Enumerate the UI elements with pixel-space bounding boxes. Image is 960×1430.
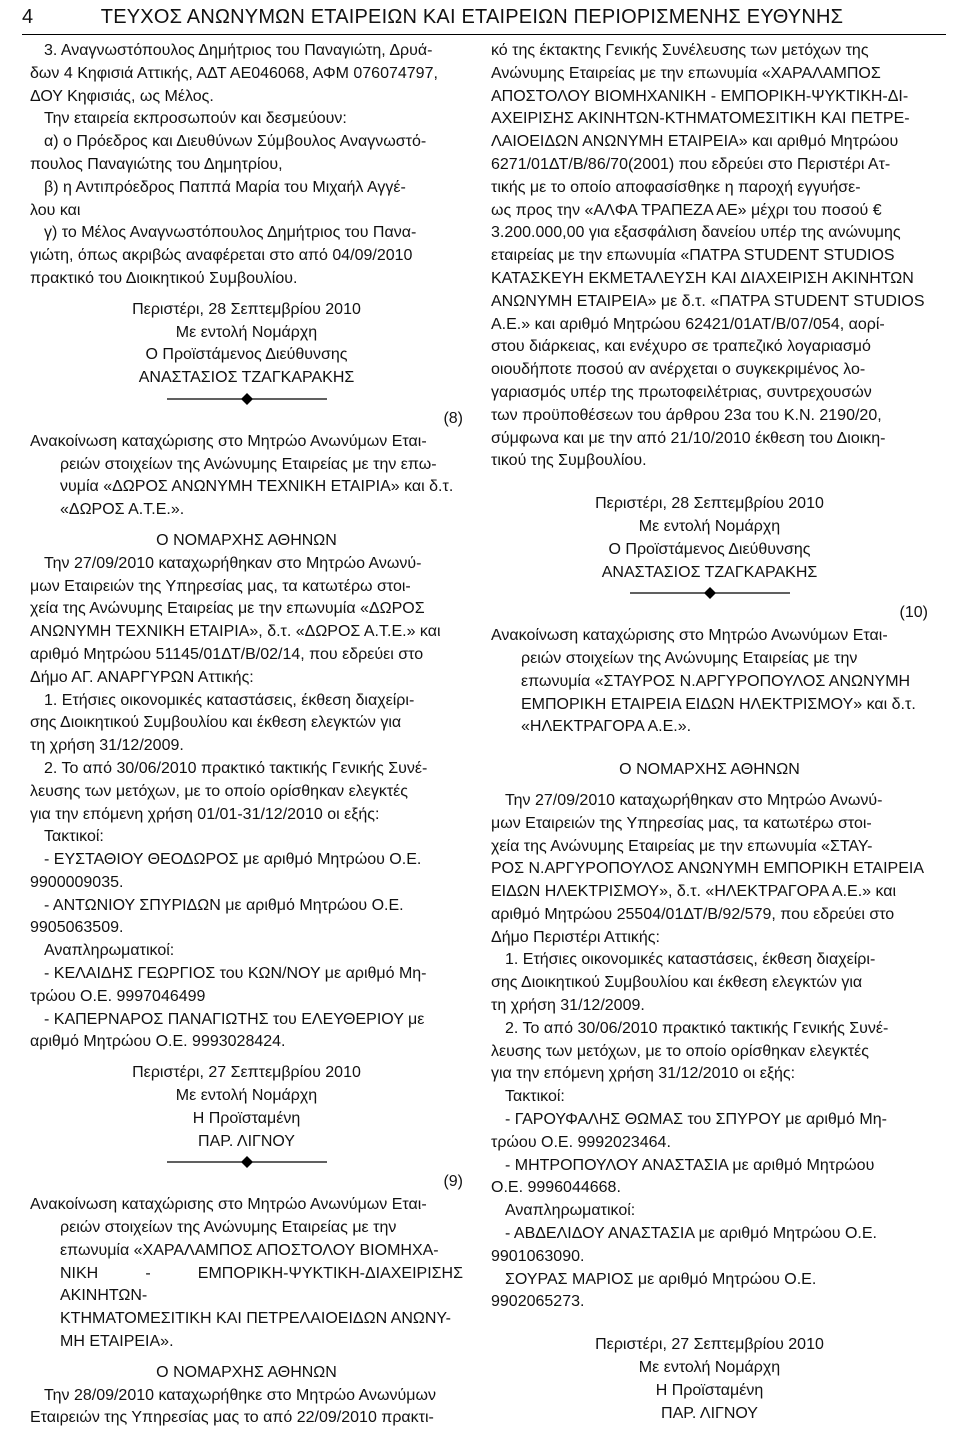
signature-role: Ο Προϊστάμενος Διεύθυνσης <box>145 346 348 364</box>
signature-order: Με εντολή Νομάρχη <box>638 517 781 535</box>
signature-order: Με εντολή Νομάρχη <box>175 323 318 341</box>
notice-authority: Ο ΝΟΜΑΡΧΗΣ ΑΘΗΝΩΝ <box>619 761 800 779</box>
auditor-entry: - ΓΑΡΟΥΦΑΛΗΣ ΘΩΜΑΣ του ΣΠΥΡΟΥ με αριθμό Μη- τρώου Ο.Ε. 9992023464. <box>491 1111 887 1151</box>
notice-authority: Ο ΝΟΜΑΡΧΗΣ ΑΘΗΝΩΝ <box>156 1363 337 1381</box>
section-divider <box>30 392 463 406</box>
alternate-auditors-label: Αναπληρωματικοί: <box>44 942 175 960</box>
alternate-auditors-label: Αναπληρωματικοί: <box>505 1202 636 1220</box>
notice-body-continued: κό της έκτακτης Γενικής Συνέλευσης των μετόχων της Ανώνυμης Εταιρείας με την επωνυμία «ΧΑΡΑΛΑΜΠΟΣ ΑΠΟΣΤΟΛΟΥ ΒΙΟΜΗΧΑΝΙΚΗ - ΕΜΠΟΡΙΚΗ-ΨΥΚΤΙΚΗ-ΔΙ- ΑΧΕΙΡΙΣΗΣ ΑΚΙΝΗΤΩΝ-ΚΤΗΜΑΤΟΜΕΣΙΤΙΚΗ ΚΑΙ ΠΕΤΡΕ- ΛΑΙΟΕΙΔΩΝ ΑΝΩΝΥΜΗ ΕΤΑΙΡΕΙΑ» και αριθμό Μητρώου 6271/01ΔΤ/Β/86/70(2001) που εδρεύει στο Περιστέρι Ατ- τικής με το οποίο αποφασίσθηκε η παροχή εγγυήσε- ως προς την «ΑΛΦΑ ΤΡΑΠΕΖΑ ΑΕ» μέχρι του ποσού € 3.200.000,00 για εξασφάλιση δανείου υπέρ της ανώνυμης εταιρείας με την επωνυμία «ΠΑΤΡΑ STUDENT STUDIOS ΚΑΤΑΣΚΕΥΗ ΕΚΜΕΤΑΛΕΥΣΗ ΚΑΙ ΔΙΑΧΕΙΡΙΣΗ ΑΚΙΝΗΤΩΝ ΑΝΩΝΥΜΗ ΕΤΑΙΡΕΙΑ» με δ.τ. «ΠΑΤΡΑ STUDENT STUDIOS Α.Ε.» και αριθμό Μητρώου 62421/01ΑΤ/Β/07/054, αορί- στου διάρκειας, και ενέχυρο σε τραπεζικό λογαριασμό οιουδήποτε ποσού αν ανέρχεται ο συγκεκριμένος λο- γαριασμός υπέρ της πρωτοφειλέτριας, συντρεχουσών των προϋποθέσεων του άρθρου 23α του Κ.Ν. 2190/20, σύμφωνα και με την από 21/10/2010 έκθεση του Διοικη- τικού της Συμβουλίου. <box>491 42 925 470</box>
representation-c: γ) το Μέλος Αναγνωστόπουλος Δημήτριος του Πανα- γιώτη, όπως ακριβώς αναφέρεται στο από 04/09/2010 πρακτικό του Διοικητικού Συμβουλίου. <box>30 224 417 287</box>
regular-auditors-label: Τακτικοί: <box>505 1088 565 1106</box>
signature-order: Με εντολή Νομάρχη <box>175 1087 318 1105</box>
notice-number: (10) <box>899 604 928 622</box>
notice-body: Την 27/09/2010 καταχωρήθηκαν στο Μητρώο Ανωνύ- μων Εταιρειών της Υπηρεσίας μας, τα κατωτέρω στοι- χεία της Ανώνυμης Εταιρείας με την επωνυμία «ΔΩΡΟΣ ΑΝΩΝΥΜΗ ΤΕΧΝΙΚΗ ΕΤΑΙΡΙΑ», δ.τ. «ΔΩΡΟΣ Α.Τ.Ε.» και αριθμό Μητρώου 51145/01ΔΤ/Β/02/14, που εδρεύει στο Δήμο ΑΓ. ΑΝΑΡΓΥΡΩΝ Αττικής: <box>30 554 441 686</box>
section-divider <box>491 586 928 600</box>
auditor-entry: ΣΟΥΡΑΣ ΜΑΡΙΟΣ με αριθμό Μητρώου Ο.Ε. 9902065273. <box>491 1270 817 1311</box>
gazette-title: ΤΕΥΧΟΣ ΑΝΩΝΥΜΩΝ ΕΤΑΙΡΕΙΩΝ ΚΑΙ ΕΤΑΙΡΕΙΩΝ ΠΕΡΙΟΡΙΣΜΕΝΗΣ ΕΥΘΥΝΗΣ <box>100 5 844 28</box>
notice-point-2: 2. Το από 30/06/2010 πρακτικό τακτικής Γενικής Συνέ- λευσης των μετόχων, με το οποίο ορίσθηκαν ελεγκτές για την επόμενη χρήση 01/01-31/12/2010 οι εξής: <box>30 759 428 823</box>
notice-authority: Ο ΝΟΜΑΡΧΗΣ ΑΘΗΝΩΝ <box>156 531 337 549</box>
page-number: 4 <box>22 5 34 28</box>
left-column <box>30 40 463 1430</box>
notice-number: (9) <box>443 1173 463 1191</box>
right-column <box>491 40 928 1425</box>
notice-title: Ανακοίνωση καταχώρισης στο Μητρώο Ανωνύμων Εται- ρειών στοιχείων της Ανώνυμης Εταιρείας με την επωνυμία «ΧΑΡΑΛΑΜΠΟΣ ΑΠΟΣΤΟΛΟΥ ΒΙΟΜΗΧΑ- ΝΙΚΗ - ΕΜΠΟΡΙΚΗ-ΨΥΚΤΙΚΗ-ΔΙΑΧΕΙΡΙΣΗΣ ΑΚΙΝΗΤΩΝ- ΚΤΗΜΑΤΟΜΕΣΙΤΙΚΗ ΚΑΙ ΠΕΤΡΕΛΑΙΟΕΙΔΩΝ ΑΝΩΝΥ- ΜΗ ΕΤΑΙΡΕΙΑ». <box>30 1196 463 1351</box>
representation-b: β) η Αντιπρόεδρος Παππά Μαρία του Μιχαήλ Αγγέ- λου και <box>30 178 406 219</box>
signature-name: ΑΝΑΣΤΑΣΙΟΣ ΤΖΑΓΚΑΡΑΚΗΣ <box>138 369 355 387</box>
signature-place-date: Περιστέρι, 28 Σεπτεμβρίου 2010 <box>595 495 824 513</box>
signature-role: Η Προϊσταμένη <box>192 1109 301 1127</box>
page-header <box>22 0 946 35</box>
section-divider <box>30 1155 463 1169</box>
auditor-entry: - ΚΑΠΕΡΝΑΡΟΣ ΠΑΝΑΓΙΩΤΗΣ του ΕΛΕΥΘΕΡΙΟΥ με αριθμό Μητρώου Ο.Ε. 9993028424. <box>30 1010 425 1051</box>
notice-number: (8) <box>443 409 463 427</box>
signature-place-date: Περιστέρι, 28 Σεπτεμβρίου 2010 <box>132 300 361 318</box>
signature-role: Ο Προϊστάμενος Διεύθυνσης <box>608 540 811 558</box>
notice-title: Ανακοίνωση καταχώρισης στο Μητρώο Ανωνύμων Εται- ρειών στοιχείων της Ανώνυμης Εταιρείας με την επω- νυμία «ΔΩΡΟΣ ΑΝΩΝΥΜΗ ΤΕΧΝΙΚΗ ΕΤΑΙΡΙΑ» και δ.τ. «ΔΩΡΟΣ Α.Τ.Ε.». <box>30 432 454 519</box>
notice-body: Την 27/09/2010 καταχωρήθηκαν στο Μητρώο Ανωνύ- μων Εταιρειών της Υπηρεσίας μας, τα κατωτέρω στοι- χεία της Ανώνυμης Εταιρείας με την επωνυμία «ΣΤΑΥ- ΡΟΣ Ν.ΑΡΓΥΡΟΠΟΥΛΟΣ ΑΝΩΝΥΜΗ ΕΜΠΟΡΙΚΗ ΕΤΑΙΡΕΙΑ ΕΙΔΩΝ ΗΛΕΚΤΡΙΣΜΟΥ», δ.τ. «ΗΛΕΚΤΡΑΓΟΡΑ Α.Ε.» και αριθμό Μητρώου 25504/01ΔΤ/Β/92/579, που εδρεύει στο Δήμο Περιστέρι Αττικής: <box>491 791 924 946</box>
auditor-entry: - ΕΥΣΤΑΘΙΟΥ ΘΕΟΔΩΡΟΣ με αριθμό Μητρώου Ο.Ε. 9900009035. <box>30 851 422 891</box>
board-member-3: 3. Αναγνωστόπουλος Δημήτριος του Παναγιώτη, Δρυά- δων 4 Κηφισιά Αττικής, ΑΔΤ ΑΕ046068, ΑΦΜ 076074797, ΔΟΥ Κηφισιάς, ως Μέλος. <box>30 42 438 105</box>
signature-order: Με εντολή Νομάρχη <box>638 1359 781 1377</box>
auditor-entry: - ΜΗΤΡΟΠΟΥΛΟΥ ΑΝΑΣΤΑΣΙΑ με αριθμό Μητρώου Ο.Ε. 9996044668. <box>491 1156 875 1197</box>
notice-point-1: 1. Ετήσιες οικονομικές καταστάσεις, έκθεση διαχείρι- σης Διοικητικού Συμβουλίου και έκθεση ελεγκτών για τη χρήση 31/12/2009. <box>30 691 415 755</box>
signature-name: ΠΑΡ. ΛΙΓΝΟΥ <box>198 1132 295 1150</box>
notice-point-1: 1. Ετήσιες οικονομικές καταστάσεις, έκθεση διαχείρι- σης Διοικητικού Συμβουλίου και έκθεση ελεγκτών για τη χρήση 31/12/2009. <box>491 951 876 1015</box>
representation-a: α) ο Πρόεδρος και Διευθύνων Σύμβουλος Αναγνωστό- πουλος Παναγιώτης του Δημητρίου, <box>30 133 427 173</box>
regular-auditors-label: Τακτικοί: <box>44 828 104 846</box>
auditor-entry: - ΑΝΤΩΝΙΟΥ ΣΠΥΡΙΔΩΝ με αριθμό Μητρώου Ο.Ε. 9905063509. <box>30 896 404 937</box>
auditor-entry: - ΚΕΛΑΙΔΗΣ ΓΕΩΡΓΙΟΣ του ΚΩΝ/ΝΟΥ με αριθμό Μη- τρώου Ο.Ε. 9997046499 <box>30 965 427 1005</box>
auditor-entry: - ΑΒΔΕΛΙΔΟΥ ΑΝΑΣΤΑΣΙΑ με αριθμό Μητρώου Ο.Ε. 9901063090. <box>491 1225 877 1265</box>
notice-point-2: 2. Το από 30/06/2010 πρακτικό τακτικής Γενικής Συνέ- λευσης των μετόχων, με το οποίο ορίσθηκαν ελεγκτές για την επόμενη χρήση 31/12/2010 οι εξής: <box>491 1019 889 1083</box>
signature-place-date: Περιστέρι, 27 Σεπτεμβρίου 2010 <box>132 1064 361 1082</box>
signature-role: Η Προϊσταμένη <box>655 1381 764 1399</box>
representation-intro: Την εταιρεία εκπροσωπούν και δεσμεύουν: <box>44 110 347 128</box>
notice-body: Την 28/09/2010 καταχωρήθηκε στο Μητρώο Ανωνύμων Εταιρειών της Υπηρεσίας μας το από 22/09/2010 πρακτι- <box>30 1386 436 1427</box>
signature-name: ΠΑΡ. ΛΙΓΝΟΥ <box>661 1404 758 1422</box>
notice-title: Ανακοίνωση καταχώρισης στο Μητρώο Ανωνύμων Εται- ρειών στοιχείων της Ανώνυμης Εταιρείας με την επωνυμία «ΣΤΑΥΡΟΣ Ν.ΑΡΓΥΡΟΠΟΥΛΟΣ ΑΝΩΝΥΜΗ ΕΜΠΟΡΙΚΗ ΕΤΑΙΡΕΙΑ ΕΙΔΩΝ ΗΛΕΚΤΡΙΣΜΟΥ» και δ.τ. «ΗΛΕΚΤΡΑΓΟΡΑ Α.Ε.». <box>491 627 916 736</box>
signature-place-date: Περιστέρι, 27 Σεπτεμβρίου 2010 <box>595 1336 824 1354</box>
signature-name: ΑΝΑΣΤΑΣΙΟΣ ΤΖΑΓΚΑΡΑΚΗΣ <box>601 563 818 581</box>
